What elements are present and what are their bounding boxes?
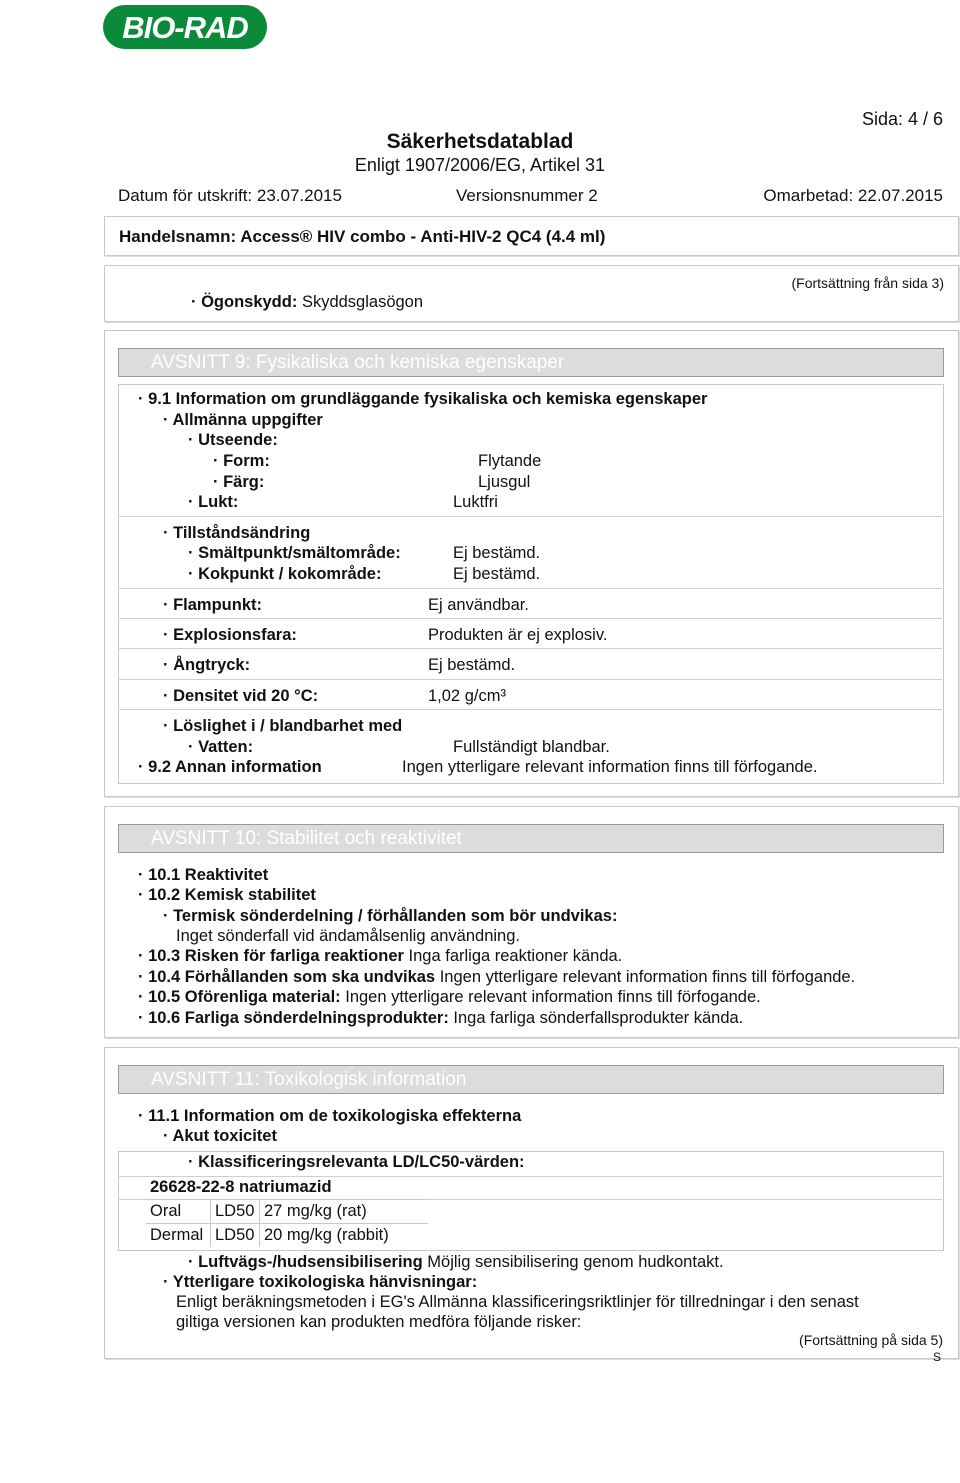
s106-label: · 10.6 Farliga sönderdelningsprodukter: <box>138 1009 449 1027</box>
eye-protection-label: · Ögonskydd: <box>191 293 298 311</box>
form-value: Flytande <box>478 452 542 470</box>
table-row <box>146 1224 428 1248</box>
value-cell: 20 mg/kg (rabbit) <box>260 1224 429 1248</box>
section-11-header <box>118 1065 944 1094</box>
footer-mark: S <box>932 1350 941 1364</box>
s106-row <box>138 1009 743 1028</box>
ld-table <box>146 1199 428 1247</box>
eye-protection-row <box>191 293 423 312</box>
s111-heading: · 11.1 Information om de toxikologiska effekterna <box>138 1107 522 1125</box>
further-text-2: giltiga versionen kan produkten medföra följande risker: <box>176 1313 582 1331</box>
page-number: Sida: 4 / 6 <box>861 109 943 129</box>
s102-heading: · 10.2 Kemisk stabilitet <box>138 886 316 904</box>
continuation-box <box>104 265 959 322</box>
boiling-value: Ej bestämd. <box>453 565 541 583</box>
further-label: · Ytterligare toxikologiska hänvisningar: <box>163 1273 478 1291</box>
section-9-header <box>118 348 944 377</box>
ld-header: · Klassificeringsrelevanta LD/LC50-värden: <box>188 1153 525 1171</box>
route-cell: Oral <box>146 1200 211 1224</box>
s103-label: · 10.3 Risken för farliga reaktioner <box>138 947 404 965</box>
document-subtitle: Enligt 1907/2006/EG, Artikel 31 <box>354 155 606 175</box>
print-date: Datum för utskrift: 23.07.2015 <box>118 186 342 205</box>
water-value: Fullständigt blandbar. <box>453 738 610 756</box>
melting-label: · Smältpunkt/smältområde: <box>188 544 401 562</box>
continued-on: (Fortsättning på sida 5) <box>799 1332 943 1348</box>
form-label: · Form: <box>213 452 270 470</box>
boiling-label: · Kokpunkt / kokområde: <box>188 565 382 583</box>
table-row <box>146 1200 428 1224</box>
s104-value: Ingen ytterligare relevant information finns till förfogande. <box>439 968 856 986</box>
divider <box>118 679 942 680</box>
water-label: · Vatten: <box>188 738 254 756</box>
divider <box>118 516 942 517</box>
thermal-value: Inget sönderfall vid ändamålsenlig användning. <box>176 927 520 945</box>
general-info: · Allmänna uppgifter <box>163 411 323 429</box>
color-value: Ljusgul <box>478 473 531 491</box>
s105-value: Ingen ytterligare relevant information finns till förfogande. <box>345 988 761 1006</box>
section-10-header <box>118 824 944 853</box>
s105-label: · 10.5 Oförenliga material: <box>138 988 341 1006</box>
divider <box>118 588 942 589</box>
appearance-label: · Utseende: <box>188 431 278 449</box>
s91-heading: · 9.1 Information om grundläggande fysikaliska och kemiska egenskaper <box>138 390 708 408</box>
divider <box>118 709 942 710</box>
thermal-label: · Termisk sönderdelning / förhållanden som bör undvikas: <box>163 907 618 925</box>
state-change-label: · Tillståndsändring <box>163 524 311 542</box>
s101-heading: · 10.1 Reaktivitet <box>138 866 269 884</box>
document-title: Säkerhetsdatablad <box>386 130 574 153</box>
flash-value: Ej användbar. <box>428 596 529 614</box>
type-cell: LD50 <box>211 1200 260 1224</box>
s92-value: Ingen ytterligare relevant information finns till förfogande. <box>402 758 818 776</box>
explosion-value: Produkten är ej explosiv. <box>428 626 608 644</box>
odour-label: · Lukt: <box>188 493 239 511</box>
melting-value: Ej bestämd. <box>453 544 541 562</box>
vapour-value: Ej bestämd. <box>428 656 516 674</box>
vapour-label: · Ångtryck: <box>163 656 251 674</box>
s92-label: · 9.2 Annan information <box>138 758 322 776</box>
route-cell: Dermal <box>146 1224 211 1248</box>
section-10-title: AVSNITT 10: Stabilitet och reaktivitet <box>151 828 462 849</box>
s104-label: · 10.4 Förhållanden som ska undvikas <box>138 968 436 986</box>
version-number: Versionsnummer 2 <box>456 186 598 205</box>
s103-row <box>138 947 622 966</box>
trade-name-box <box>104 216 959 256</box>
flash-label: · Flampunkt: <box>163 596 262 614</box>
solubility-label: · Löslighet i / blandbarhet med <box>163 717 403 735</box>
divider <box>118 618 942 619</box>
continued-from: (Fortsättning från sida 3) <box>791 275 944 291</box>
logo-text: BIO-RAD <box>122 10 248 45</box>
sensitisation-row <box>188 1253 724 1272</box>
sensitisation-label: · Luftvägs-/hudsensibilisering <box>188 1253 423 1271</box>
s104-row <box>138 968 855 987</box>
s106-value: Inga farliga sönderfallsprodukter kända. <box>453 1009 744 1027</box>
revised-date: Omarbetad: 22.07.2015 <box>763 186 943 205</box>
acute-toxicity: · Akut toxicitet <box>163 1127 277 1145</box>
sensitisation-value: Möjlig sensibilisering genom hudkontakt. <box>427 1253 724 1271</box>
explosion-label: · Explosionsfara: <box>163 626 297 644</box>
eye-protection-value: Skyddsglasögon <box>301 293 424 311</box>
s103-value: Inga farliga reaktioner kända. <box>408 947 623 965</box>
value-cell: 27 mg/kg (rat) <box>260 1200 429 1224</box>
section-11-title: AVSNITT 11: Toxikologisk information <box>151 1069 467 1090</box>
trade-name: Handelsnamn: Access® HIV combo - Anti-HIV-2 QC4 (4.4 ml) <box>119 227 606 246</box>
odour-value: Luktfri <box>453 493 498 511</box>
type-cell: LD50 <box>211 1224 260 1248</box>
s105-row <box>138 988 761 1007</box>
color-label: · Färg: <box>213 473 265 491</box>
density-value: 1,02 g/cm³ <box>428 687 506 705</box>
section-9-title: AVSNITT 9: Fysikaliska och kemiska egenskaper <box>151 352 565 373</box>
substance-name: 26628-22-8 natriumazid <box>150 1178 332 1196</box>
further-text-1: Enligt beräkningsmetoden i EG's Allmänna klassificeringsriktlinjer för tillredningar i den senast <box>176 1293 859 1311</box>
divider <box>118 1176 942 1177</box>
divider <box>118 648 942 649</box>
bio-rad-logo <box>103 5 267 49</box>
density-label: · Densitet vid 20 °C: <box>163 687 319 705</box>
